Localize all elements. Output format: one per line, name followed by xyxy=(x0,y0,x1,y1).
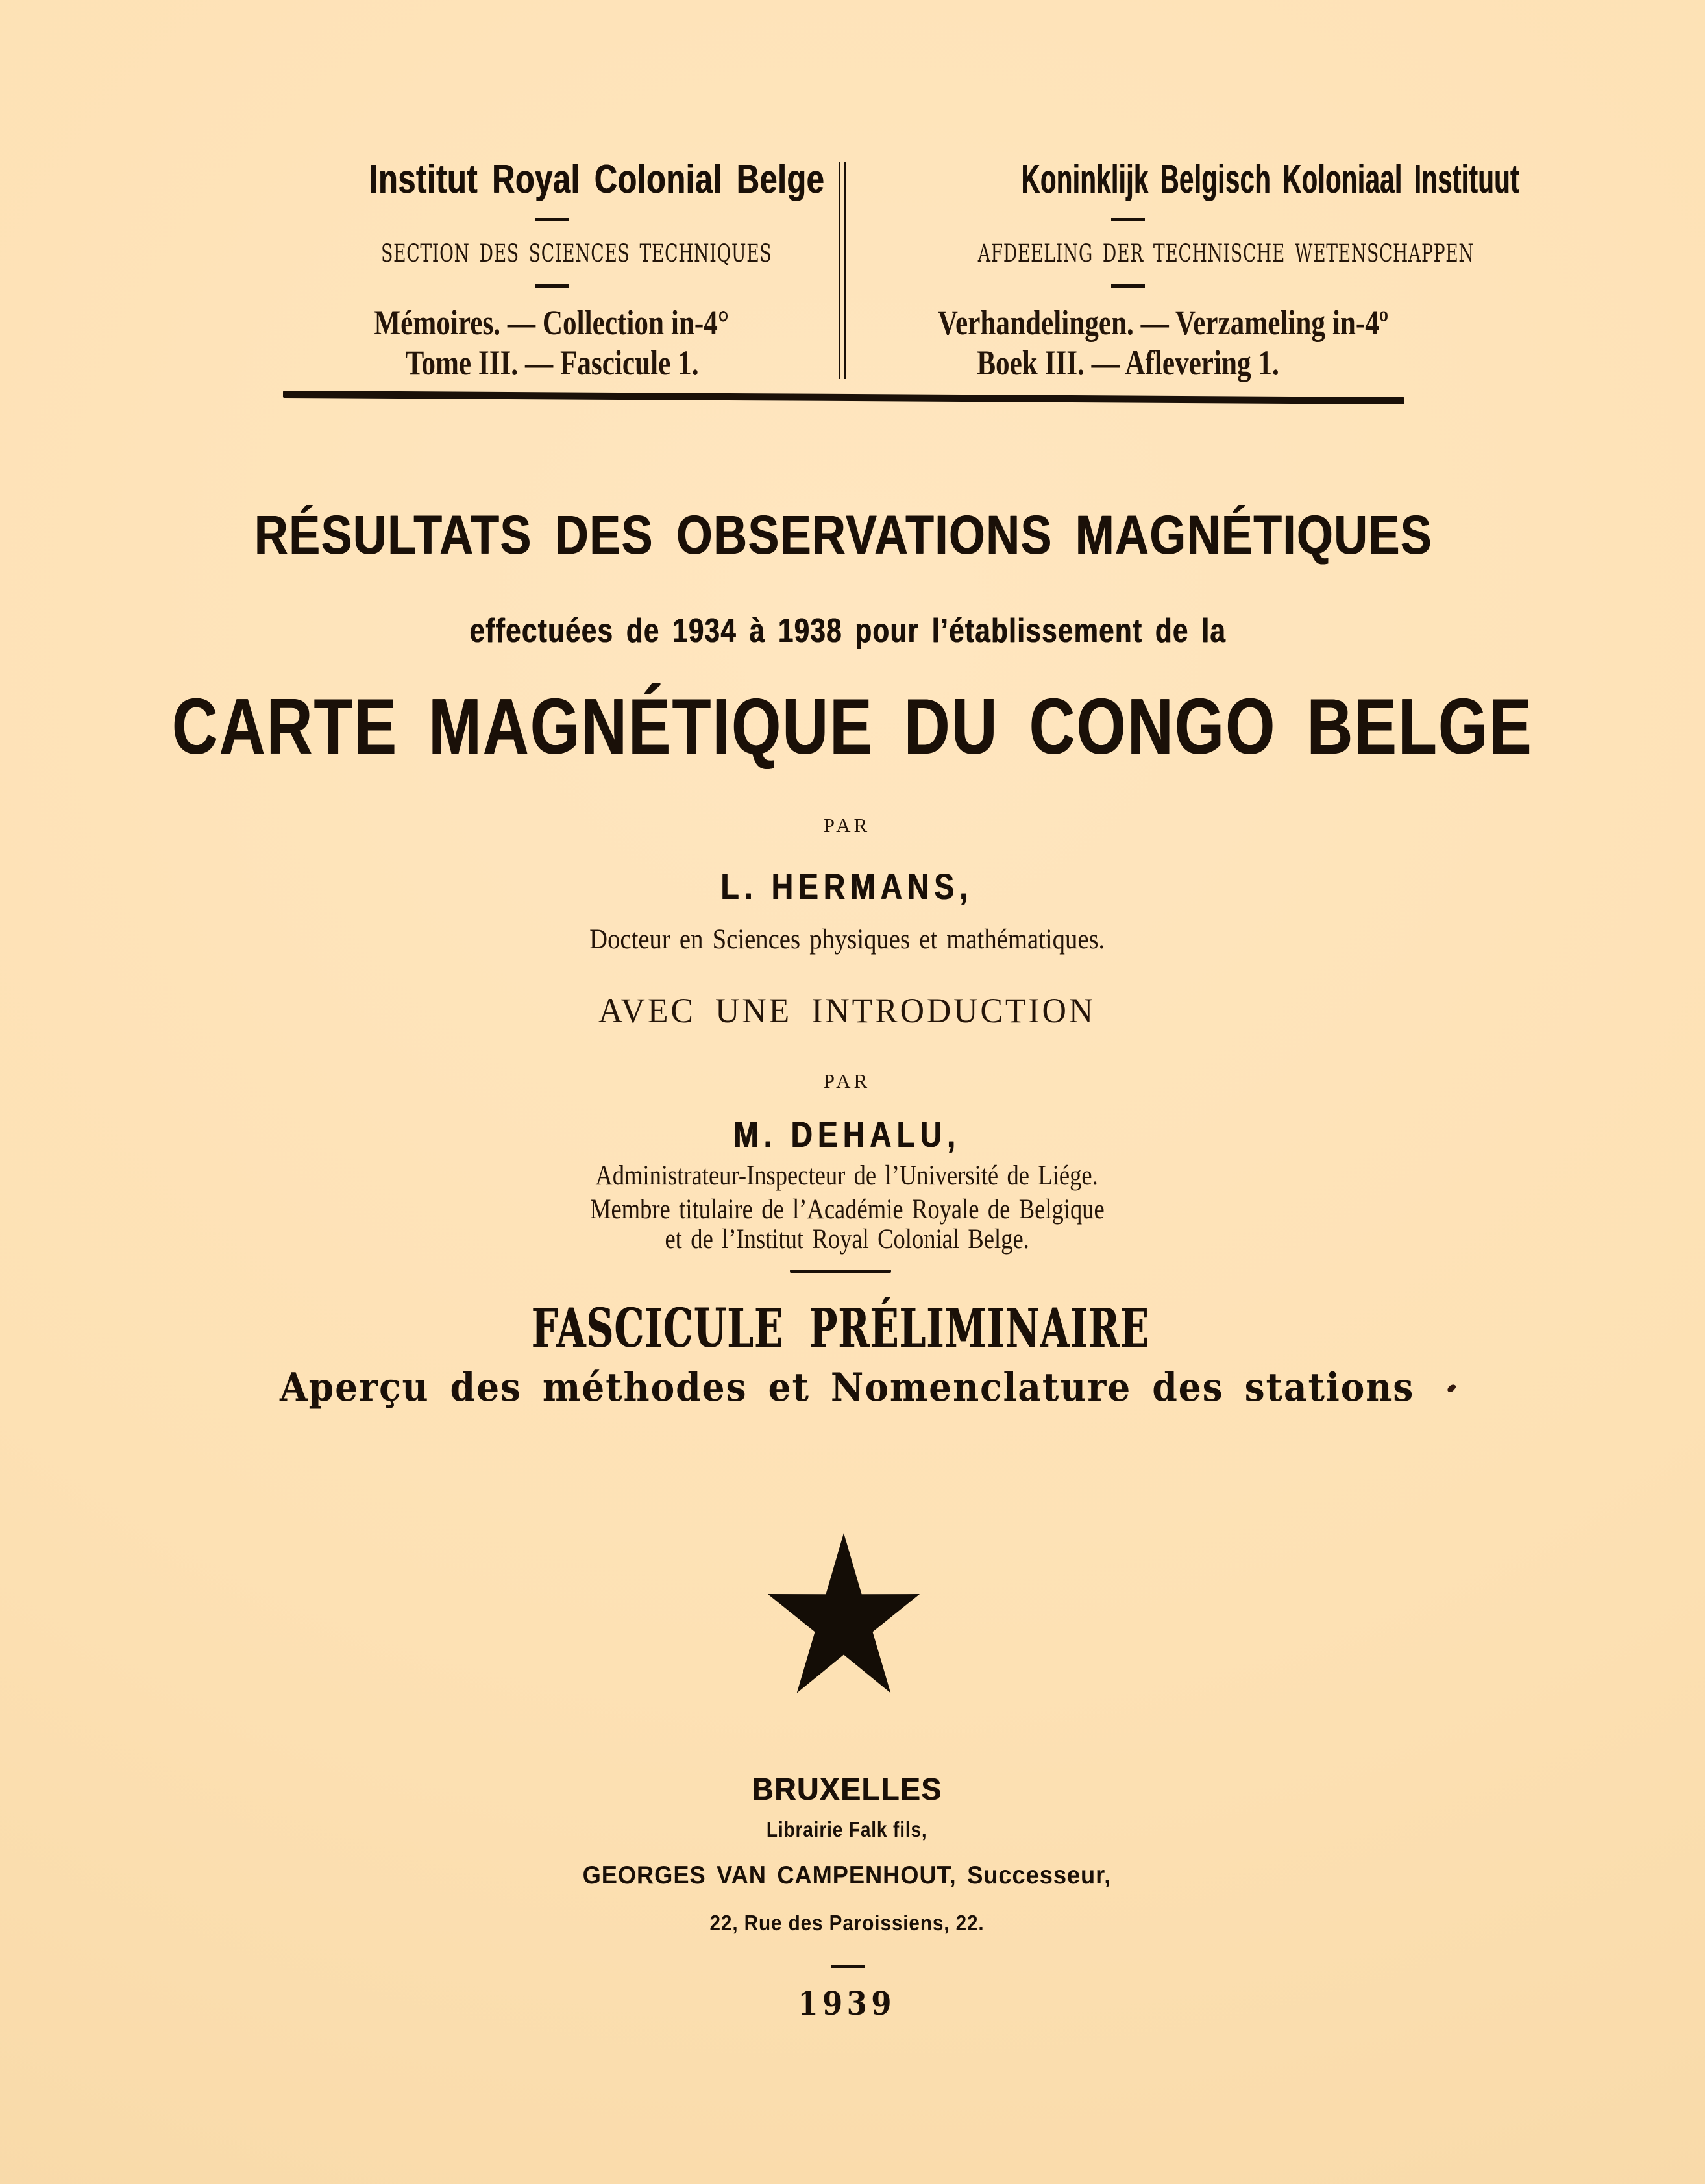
by-label-2 xyxy=(0,1071,1694,1091)
masthead-left-series-text: Mémoires. — Collection in-4° xyxy=(374,303,730,342)
masthead-bottom-rule xyxy=(283,391,1404,404)
by-label-2-text: PAR xyxy=(823,1070,871,1092)
section-divider-rule xyxy=(790,1270,891,1273)
introducer-title-line-1 xyxy=(0,1162,1694,1190)
title-connector-text: effectuées de 1934 à 1938 pour l’établissement de la xyxy=(470,612,1227,650)
masthead-column-divider-double-rule xyxy=(839,162,846,379)
imprint-divider-dash xyxy=(831,1965,865,1968)
introducer-title-line-3 xyxy=(0,1225,1694,1253)
imprint-bookshop xyxy=(0,1819,1694,1840)
imprint-city-text: BRUXELLES xyxy=(752,1773,942,1807)
masthead-right-institution-text: Koninklijk Belgisch Koloniaal Instituut xyxy=(1021,157,1520,202)
masthead-left-divider-dash-2 xyxy=(535,284,569,288)
imprint-year xyxy=(0,1984,1694,2022)
introducer-title-line-3-text: et de l’Institut Royal Colonial Belge. xyxy=(665,1224,1029,1255)
masthead-right-divider-dash-2 xyxy=(1111,284,1145,288)
introduction-heading xyxy=(0,993,1694,1028)
supertitle-text: RÉSULTATS DES OBSERVATIONS MAGNÉTIQUES xyxy=(254,504,1433,565)
main-title xyxy=(0,682,1705,770)
masthead-left-divider-dash-1 xyxy=(535,218,569,221)
introducer-name xyxy=(0,1116,1694,1153)
imprint-address-text: 22, Rue des Paroissiens, 22. xyxy=(709,1911,985,1935)
title-connector-line xyxy=(0,614,1697,648)
introducer-title-line-2-text: Membre titulaire de l’Académie Royale de Belgique xyxy=(589,1194,1105,1225)
imprint-city xyxy=(0,1774,1694,1806)
masthead-left-issue xyxy=(305,345,798,380)
masthead-right-series-text: Verhandelingen. — Verzameling in-4º xyxy=(937,303,1389,342)
author-title-text: Docteur en Sciences physiques et mathématiques. xyxy=(589,924,1105,955)
masthead-left-institution xyxy=(305,157,825,202)
fascicule-title xyxy=(0,1297,1681,1360)
imprint-bookshop-text: Librairie Falk fils, xyxy=(767,1817,927,1841)
author-name-text: L. HERMANS, xyxy=(720,866,974,907)
fascicule-title-text: FASCICULE PRÉLIMINAIRE xyxy=(531,1297,1150,1360)
star-icon xyxy=(764,1533,924,1694)
masthead-right-divider-dash-1 xyxy=(1111,218,1145,221)
introducer-title-line-1-text: Administrateur-Inspecteur de l’Université de Liége. xyxy=(595,1160,1099,1191)
author-title xyxy=(0,926,1694,953)
imprint-publisher-text: GEORGES VAN CAMPENHOUT, Successeur, xyxy=(582,1861,1112,1889)
masthead-left-section xyxy=(305,241,798,265)
introducer-name-text: M. DEHALU, xyxy=(733,1114,961,1155)
masthead-left-issue-text: Tome III. — Fascicule 1. xyxy=(405,343,698,382)
by-label-1 xyxy=(0,815,1694,835)
masthead-right-section xyxy=(881,239,1475,267)
by-label-1-text: PAR xyxy=(823,814,871,837)
masthead-right-series xyxy=(881,303,1389,342)
introducer-title-line-2 xyxy=(0,1196,1694,1223)
introduction-heading-text: AVEC UNE INTRODUCTION xyxy=(598,991,1096,1030)
imprint-address xyxy=(0,1912,1694,1933)
main-title-text: CARTE MAGNÉTIQUE DU CONGO BELGE xyxy=(172,682,1533,770)
supertitle xyxy=(0,504,1687,565)
fascicule-subtitle xyxy=(0,1365,1694,1410)
imprint-publisher xyxy=(0,1863,1694,1888)
masthead-right-institution xyxy=(881,157,1520,202)
imprint-year-text: 1939 xyxy=(798,1984,896,2022)
masthead-right-section-text: AFDEELING DER TECHNISCHE WETENSCHAPPEN xyxy=(977,239,1475,267)
masthead-left-section-text: SECTION DES SCIENCES TECHNIQUES xyxy=(381,239,772,267)
masthead-right-issue xyxy=(881,345,1375,380)
masthead-left-institution-text: Institut Royal Colonial Belge xyxy=(369,157,825,202)
masthead-left-series xyxy=(305,305,798,340)
author-name xyxy=(0,868,1694,905)
fascicule-subtitle-text: Aperçu des méthodes et Nomenclature des stations xyxy=(279,1365,1415,1410)
masthead-right-issue-text: Boek III. — Aflevering 1. xyxy=(977,343,1279,382)
